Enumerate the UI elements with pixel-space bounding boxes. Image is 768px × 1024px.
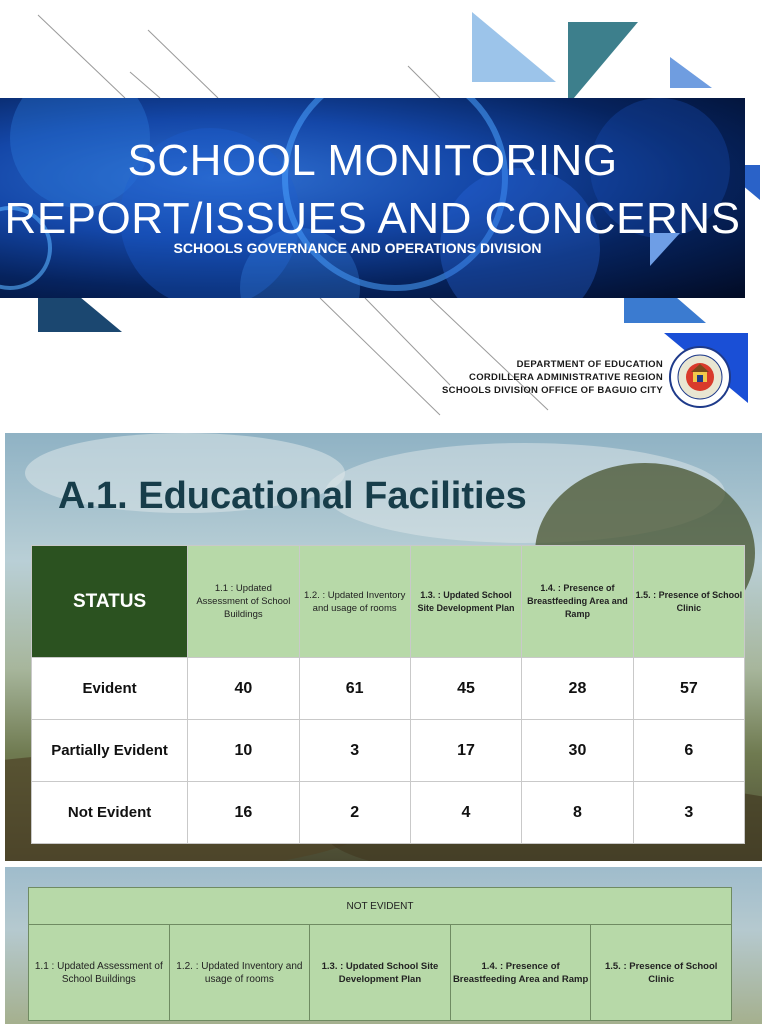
facilities-status-table [31,545,745,844]
subtitle: SCHOOLS GOVERNANCE AND OPERATIONS DIVISION [173,240,542,256]
table-cell: 45 [410,658,521,720]
table-cell: 30 [522,720,633,782]
column-header: 1.2. : Updated Inventory and usage of rooms [299,546,410,658]
table-row [32,782,745,844]
table-cell: 10 [188,720,299,782]
title-line-2: REPORT/ISSUES AND CONCERNS [4,194,741,243]
column-header: 1.4. : Presence of Breastfeeding Area and Ramp [450,925,591,1021]
facilities-slide [5,433,762,861]
title-slide [0,0,768,425]
title-banner [0,98,745,298]
row-label: Not Evident [32,782,188,844]
department-block [442,358,663,397]
table-header-row [29,888,732,925]
table-cell: 2 [299,782,410,844]
deped-baguio-seal-icon [669,346,731,408]
dept-line-2: CORDILLERA ADMINISTRATIVE REGION [469,372,663,383]
table-cell: 4 [410,782,521,844]
dept-line-3: SCHOOLS DIVISION OFFICE OF BAGUIO CITY [442,385,663,396]
column-header: 1.3. : Updated School Site Development Plan [310,925,451,1021]
table-cell: 16 [188,782,299,844]
table-cell: 3 [633,782,744,844]
title-line-1: SCHOOL MONITORING [127,136,618,185]
status-header: STATUS [32,546,188,658]
table-cell: 8 [522,782,633,844]
slide-title: A.1. Educational Facilities [58,475,527,517]
column-header: 1.1 : Updated Assessment of School Buildings [188,546,299,658]
dept-line-1: DEPARTMENT OF EDUCATION [516,359,663,370]
not-evident-table [28,887,732,1021]
table-row [32,658,745,720]
not-evident-slide [5,867,762,1024]
column-header: 1.1 : Updated Assessment of School Buildings [29,925,170,1021]
table-cell: 28 [522,658,633,720]
column-header: 1.5. : Presence of School Clinic [633,546,744,658]
table-header-row [29,925,732,1021]
column-header: 1.3. : Updated School Site Development Plan [410,546,521,658]
table-cell: 3 [299,720,410,782]
table-cell: 40 [188,658,299,720]
row-label: Evident [32,658,188,720]
table-row [32,720,745,782]
column-header: 1.5. : Presence of School Clinic [591,925,732,1021]
not-evident-header: NOT EVIDENT [29,888,732,925]
row-label: Partially Evident [32,720,188,782]
table-cell: 61 [299,658,410,720]
table-cell: 17 [410,720,521,782]
table-cell: 57 [633,658,744,720]
column-header: 1.4. : Presence of Breastfeeding Area and Ramp [522,546,633,658]
column-header: 1.2. : Updated Inventory and usage of rooms [169,925,310,1021]
table-header-row [32,546,745,658]
table-cell: 6 [633,720,744,782]
